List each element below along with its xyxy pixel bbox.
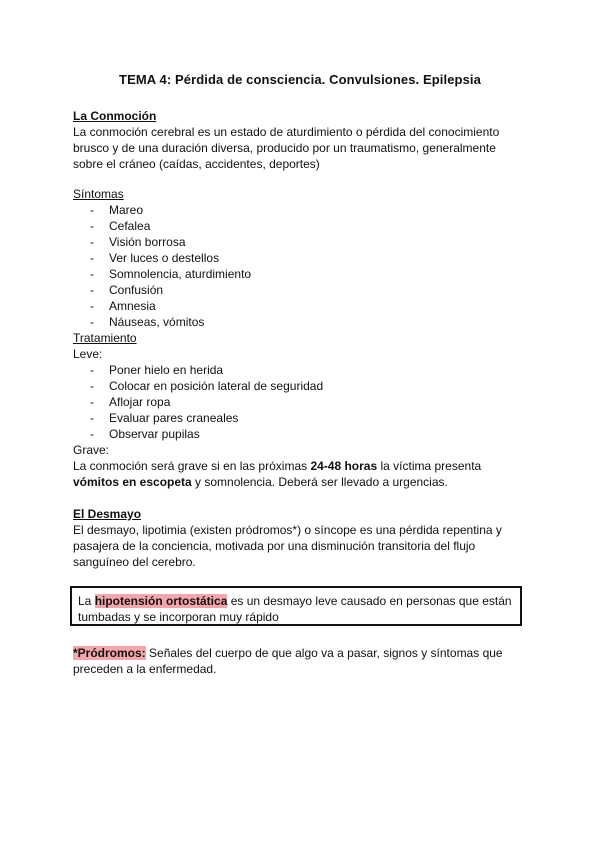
sintomas-list <box>73 202 533 330</box>
list-item: - Aflojar ropa <box>90 395 171 409</box>
para-conmocion-line-1: La conmoción cerebral es un estado de aturdimiento o pérdida del conocimiento <box>73 125 500 139</box>
bold-vomitos: vómitos en escopeta <box>73 475 192 489</box>
dash-bullet: - <box>90 267 94 281</box>
section-prodromos <box>73 645 533 677</box>
para-grave: La conmoción será grave si en las próximas 24-48 horas la víctima presenta vómitos en escopeta y somnolencia. Deberá ser llevado a urgencias. <box>73 459 482 489</box>
label-leve: Leve: <box>73 347 103 361</box>
dash-bullet: - <box>90 379 94 393</box>
section-conmocion <box>73 108 533 172</box>
list-item: - Colocar en posición lateral de seguridad <box>90 379 324 393</box>
list-item: - Poner hielo en herida <box>90 363 224 377</box>
list-item: - Confusión <box>90 283 164 297</box>
list-item: - Ver luces o destellos <box>90 251 220 265</box>
dash-bullet: - <box>90 395 94 409</box>
label-grave: Grave: <box>73 443 110 457</box>
list-item: - Amnesia <box>90 299 156 313</box>
section-sintomas <box>73 186 533 330</box>
para-desmayo-line-1: El desmayo, lipotimia (existen pródromos*) o síncope es una pérdida repentina y <box>73 523 502 537</box>
dash-bullet: - <box>90 251 94 265</box>
list-item: - Observar pupilas <box>90 427 200 441</box>
heading-desmayo: El Desmayo <box>73 507 142 521</box>
dash-bullet: - <box>90 299 94 313</box>
list-item: - Somnolencia, aturdimiento <box>90 267 252 281</box>
dash-bullet: - <box>90 203 94 217</box>
bold-hours: 24-48 horas <box>310 459 378 473</box>
callout-box <box>70 586 522 626</box>
highlight-prodromos: *Pródromos: <box>73 646 146 660</box>
para-desmayo-line-3: sanguíneo del cerebro. <box>73 555 196 569</box>
dash-bullet: - <box>90 235 94 249</box>
dash-bullet: - <box>90 427 94 441</box>
heading-conmocion: La Conmoción <box>73 109 157 123</box>
heading-tratamiento: Tratamiento <box>73 331 137 345</box>
dash-bullet: - <box>90 283 94 297</box>
para-conmocion-line-3: sobre el cráneo (caídas, accidentes, deportes) <box>73 157 320 171</box>
para-desmayo-line-2: pasajera de la conciencia, motivada por una disminución transitoria del flujo <box>73 539 476 553</box>
list-item: - Mareo <box>90 203 144 217</box>
list-item: - Náuseas, vómitos <box>90 315 205 329</box>
callout-line-1: La hipotensión ortostática es un desmayo leve causado en personas que están <box>78 594 512 608</box>
prodromos-line-1: *Pródromos: Señales del cuerpo de que algo va a pasar, signos y síntomas que <box>73 646 503 660</box>
section-tratamiento <box>73 330 533 490</box>
callout-line-2: tumbadas y se incorporan muy rápido <box>78 610 279 624</box>
highlight-hipotension: hipotensión ortostática <box>94 594 228 608</box>
list-item: - Visión borrosa <box>90 235 186 249</box>
page-title: TEMA 4: Pérdida de consciencia. Convulsiones. Epilepsia <box>119 72 481 87</box>
list-item: - Cefalea <box>90 219 151 233</box>
heading-sintomas: Síntomas <box>73 187 124 201</box>
dash-bullet: - <box>90 315 94 329</box>
dash-bullet: - <box>90 219 94 233</box>
list-item: - Evaluar pares craneales <box>90 411 239 425</box>
tratamiento-list <box>73 362 533 442</box>
prodromos-line-2: preceden a la enfermedad. <box>73 662 217 676</box>
section-desmayo <box>73 506 533 570</box>
dash-bullet: - <box>90 411 94 425</box>
para-conmocion-line-2: brusco y de una duración diversa, producido por un traumatismo, generalmente <box>73 141 496 155</box>
dash-bullet: - <box>90 363 94 377</box>
